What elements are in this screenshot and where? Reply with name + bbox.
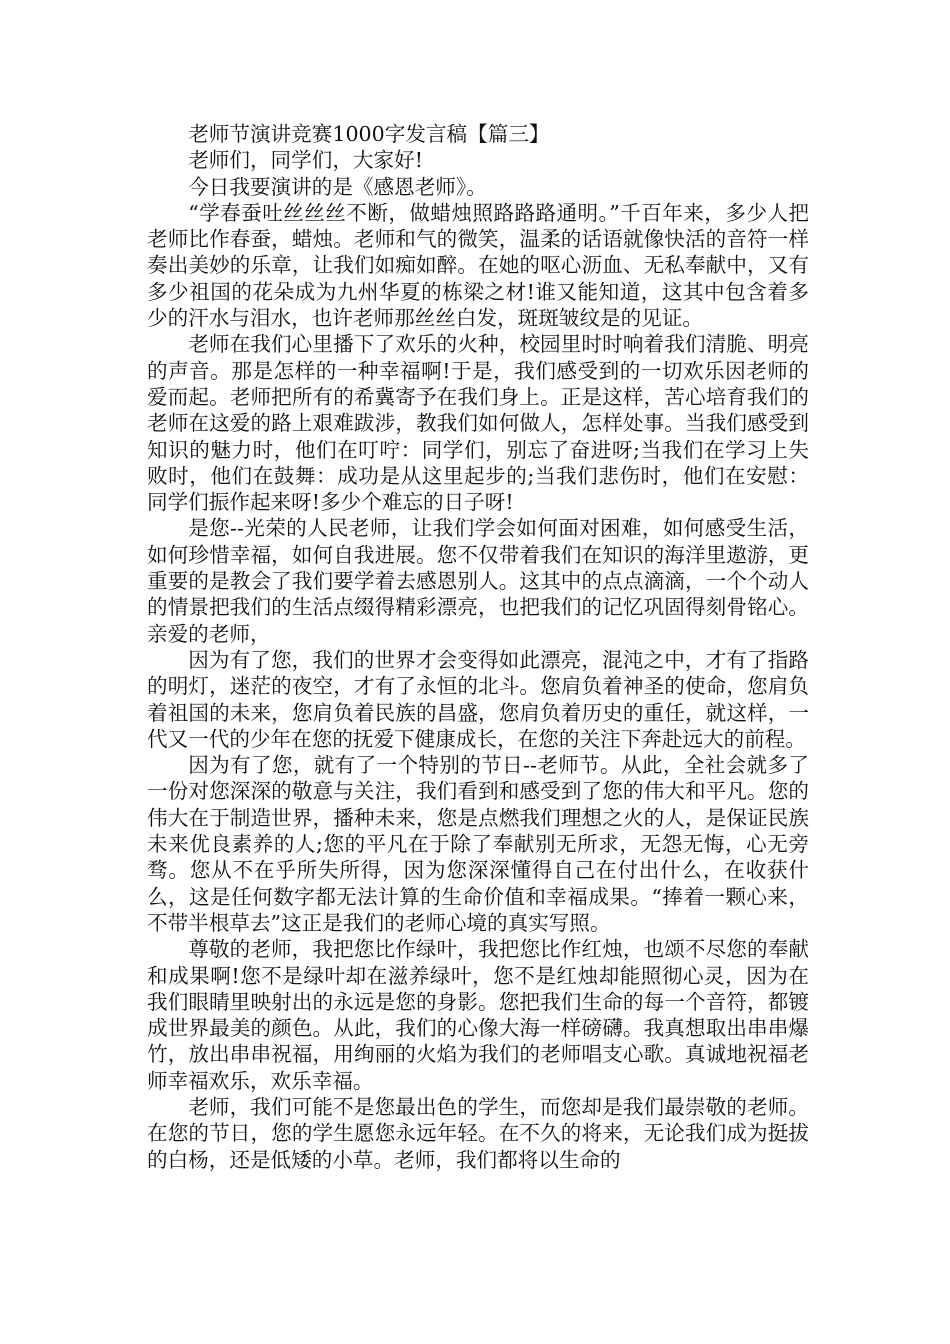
paragraph-topic: 今日我要演讲的是《感恩老师》。: [188, 174, 487, 199]
paragraph-2: 老师在我们心里播下了欢乐的火种，校园里时时响着我们清脆、明亮的声音。那是怎样的一种幸福啊!于是，我们感受到的一切欢乐因老师的爱而起。老师把所有的希冀寄予在我们身上。正是这样，苦心培育我们的老师在这爱的路上艰难跋涉，教我们如何做人，怎样处事。当我们感受到知识的魅力时，他们在叮咛：同学们，别忘了奋进呀;当我们在学习上失败时，他们在鼓舞：成功是从这里起步的;当我们悲伤时，他们在安慰：同学们振作起来呀!多少个难忘的日子呀!: [147, 332, 809, 515]
paragraph-7: 老师，我们可能不是您最出色的学生，而您却是我们最崇敬的老师。在您的节日，您的学生愿您永远年轻。在不久的将来，无论我们成为挺拔的白杨，还是低矮的小草。老师，我们都将以生命的: [147, 1094, 809, 1172]
paragraph-3: 是您--光荣的人民老师，让我们学会如何面对困难，如何感受生活，如何珍惜幸福，如何自我进展。您不仅带着我们在知识的海洋里遨游，更重要的是教会了我们要学着去感恩别人。这其中的点点滴滴，一个个动人的情景把我们的生活点缀得精彩漂亮，也把我们的记忆巩固得刻骨铭心。亲爱的老师，: [147, 516, 809, 646]
paragraph-greeting: 老师们，同学们，大家好!: [188, 148, 423, 173]
paragraph-1: “学春蚕吐丝丝丝不断，做蜡烛照路路路通明。”千百年来，多少人把老师比作春蚕，蜡烛。老师和气的微笑，温柔的话语就像快活的音符一样奏出美妙的乐章，让我们如痴如醉。在她的呕心沥血、无私奉献中，又有多少祖国的花朵成为九州华夏的栋梁之材!谁又能知道，这其中包含着多少的汗水与泪水，也许老师那丝丝白发，斑斑皱纹是的见证。: [147, 200, 809, 331]
document-title: 老师节演讲竞赛1000字发言稿【篇三】: [188, 122, 550, 146]
paragraph-5: 因为有了您，就有了一个特别的节日--老师节。从此，全社会就多了一份对您深深的敬意与关注，我们看到和感受到了您的伟大和平凡。您的伟大在于制造世界，播种未来，您是点燃我们理想之火的人，是保证民族未来优良素养的人;您的平凡在于除了奉献别无所求，无怨无悔，心无旁骛。您从不在乎所失所得，因为您深深懂得自己在付出什么，在收获什么，这是任何数字都无法计算的生命价值和幸福成果。“捧着一颗心来，不带半根草去”这正是我们的老师心境的真实写照。: [147, 753, 809, 935]
paragraph-6: 尊敬的老师，我把您比作绿叶，我把您比作红烛，也颂不尽您的奉献和成果啊!您不是绿叶却在滋养绿叶，您不是红烛却能照彻心灵，因为在我们眼睛里映射出的永远是您的身影。您把我们生命的每一个音符，都镀成世界最美的颜色。从此，我们的心像大海一样磅礴。我真想取出串串爆竹，放出串串祝福，用绚丽的火焰为我们的老师唱支心歌。真诚地祝福老师幸福欢乐，欢乐幸福。: [147, 937, 809, 1093]
paragraph-4: 因为有了您，我们的世界才会变得如此漂亮，混沌之中，才有了指路的明灯，迷茫的夜空，才有了永恒的北斗。您肩负着神圣的使命，您肩负着祖国的未来，您肩负着民族的昌盛，您肩负着历史的重任，就这样，一代又一代的少年在您的抚爱下健康成长，在您的关注下奔赴远大的前程。: [147, 647, 809, 751]
document-page: [147, 121, 809, 1173]
